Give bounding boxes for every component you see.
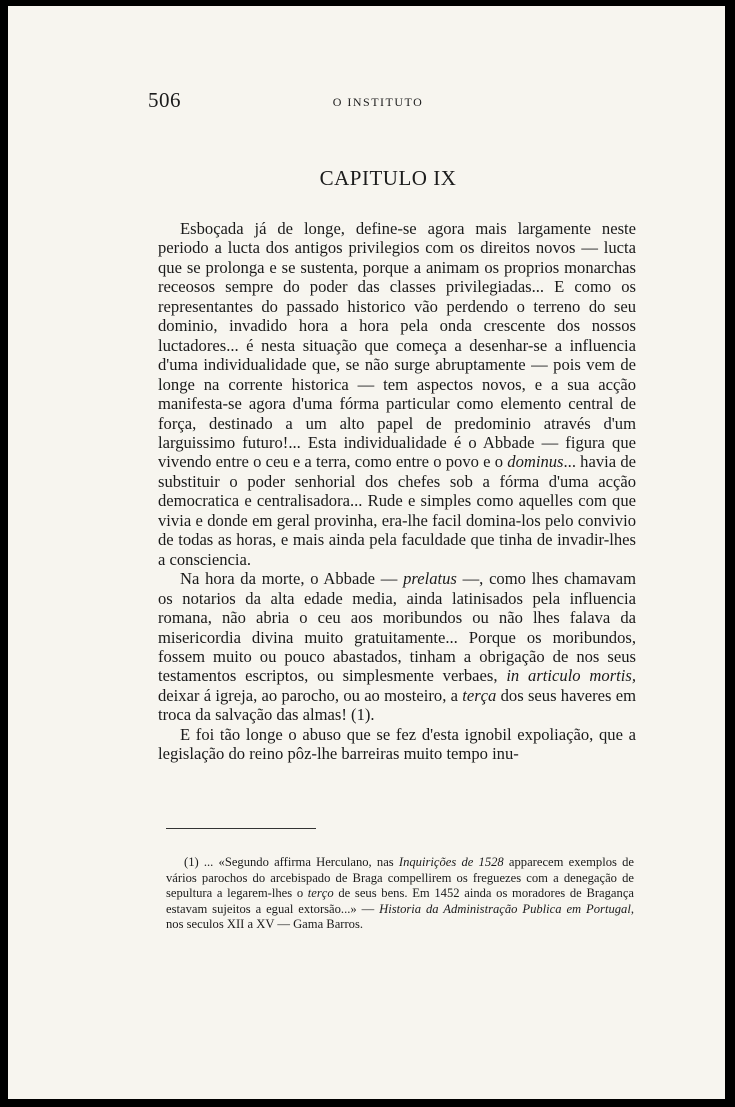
- italic-term: dominus: [507, 452, 564, 472]
- footnote-italic: Historia da Administração Publica em Portugal: [379, 901, 631, 916]
- paragraph-text: deixar á igreja, ao parocho, ou ao mosteiro, a: [158, 685, 463, 705]
- body-text: [158, 219, 636, 764]
- paragraph-text: —, como lhes chamavam os notarios da alta edade media, ainda latinisados pela influencia romana, não abria o ceu aos moribundos ou não lhes falava da misericordia divina muito gratuitamente... Porque os moribundos, fossem muito ou pouco abastados, tinham a obrigação de nos seus testamentos escriptos, ou simplesmente verbaes,: [158, 569, 637, 686]
- footnote-text: de seus bens. Em 1452 ainda os moradores de Bragança estavam sujeitos a egual extorsão...» —: [166, 886, 634, 916]
- paragraph-text: Esboçada já de longe, define-se agora mais largamente neste periodo a lucta dos antigos privilegios com os direitos novos — lucta que se prolonga e se sustenta, porque a animam os proprios monarchas receosos sempre do poder das classes privilegiadas... E como os representantes do passado historico vão perdendo o terreno do seu dominio, invadido hora a hora pela onda crescente dos nossos luctadores... é nesta situação que começa a desenhar-se a influencia d'uma individualidade que, se não surge abruptamente — pois vem de longe na corrente historica — tem aspectos novos, e a sua acção manifesta-se agora d'uma fórma particular como elemento central de força, destinado a um alto papel de predominio através d'um larguissimo futuro!... Esta individualidade é o Abbade — figura que vivendo entre o ceu e a terra, como entre o povo e o: [158, 219, 636, 472]
- paragraph-text: dos seus haveres em troca da salvação das almas! (1).: [158, 685, 636, 725]
- footnote: [166, 855, 634, 933]
- paragraph-text: Na hora da morte, o Abbade —: [180, 569, 404, 589]
- chapter-title: CAPITULO IX: [319, 166, 457, 190]
- footnote-italic: terço: [307, 886, 334, 901]
- footnote-italic: Inquirições de 1528: [398, 855, 504, 869]
- italic-term: terça: [462, 685, 497, 705]
- running-title: O INSTITUTO: [332, 95, 424, 109]
- footnote-divider: [166, 828, 316, 829]
- paragraph: E foi tão longe o abuso que se fez d'esta ignobil expoliação, que a legislação do reino pôz-lhe barreiras muito tempo inu-: [158, 724, 636, 764]
- paragraph-text: ... havia de substituir o poder senhorial dos chefes sob a fórma d'uma acção democratica e centralisadora... Rude e simples como aquelles com que vivia e donde em geral provinha, era-lhe facil domina-los pelo convivio de todas as horas, e mais ainda pela faculdade que tinha de invadir-lhes a consciencia.: [158, 452, 636, 569]
- italic-term: prelatus: [403, 569, 457, 589]
- italic-term: in articulo mortis,: [506, 666, 636, 686]
- footnote-text: apparecem exemplos de vários parochos do arcebispado de Braga compellirem os freguezes com a denegação de sepultura a legarem-lhes o: [166, 855, 634, 901]
- page-header: [148, 88, 608, 112]
- page-number: 506: [148, 88, 181, 112]
- paragraph: [158, 569, 636, 725]
- document-page: [8, 6, 725, 1099]
- paragraph: [158, 219, 636, 569]
- footnote-text: (1) ... «Segundo affirma Herculano, nas: [184, 855, 399, 869]
- footnote-text: , nos seculos XII a XV — Gama Barros.: [166, 901, 634, 932]
